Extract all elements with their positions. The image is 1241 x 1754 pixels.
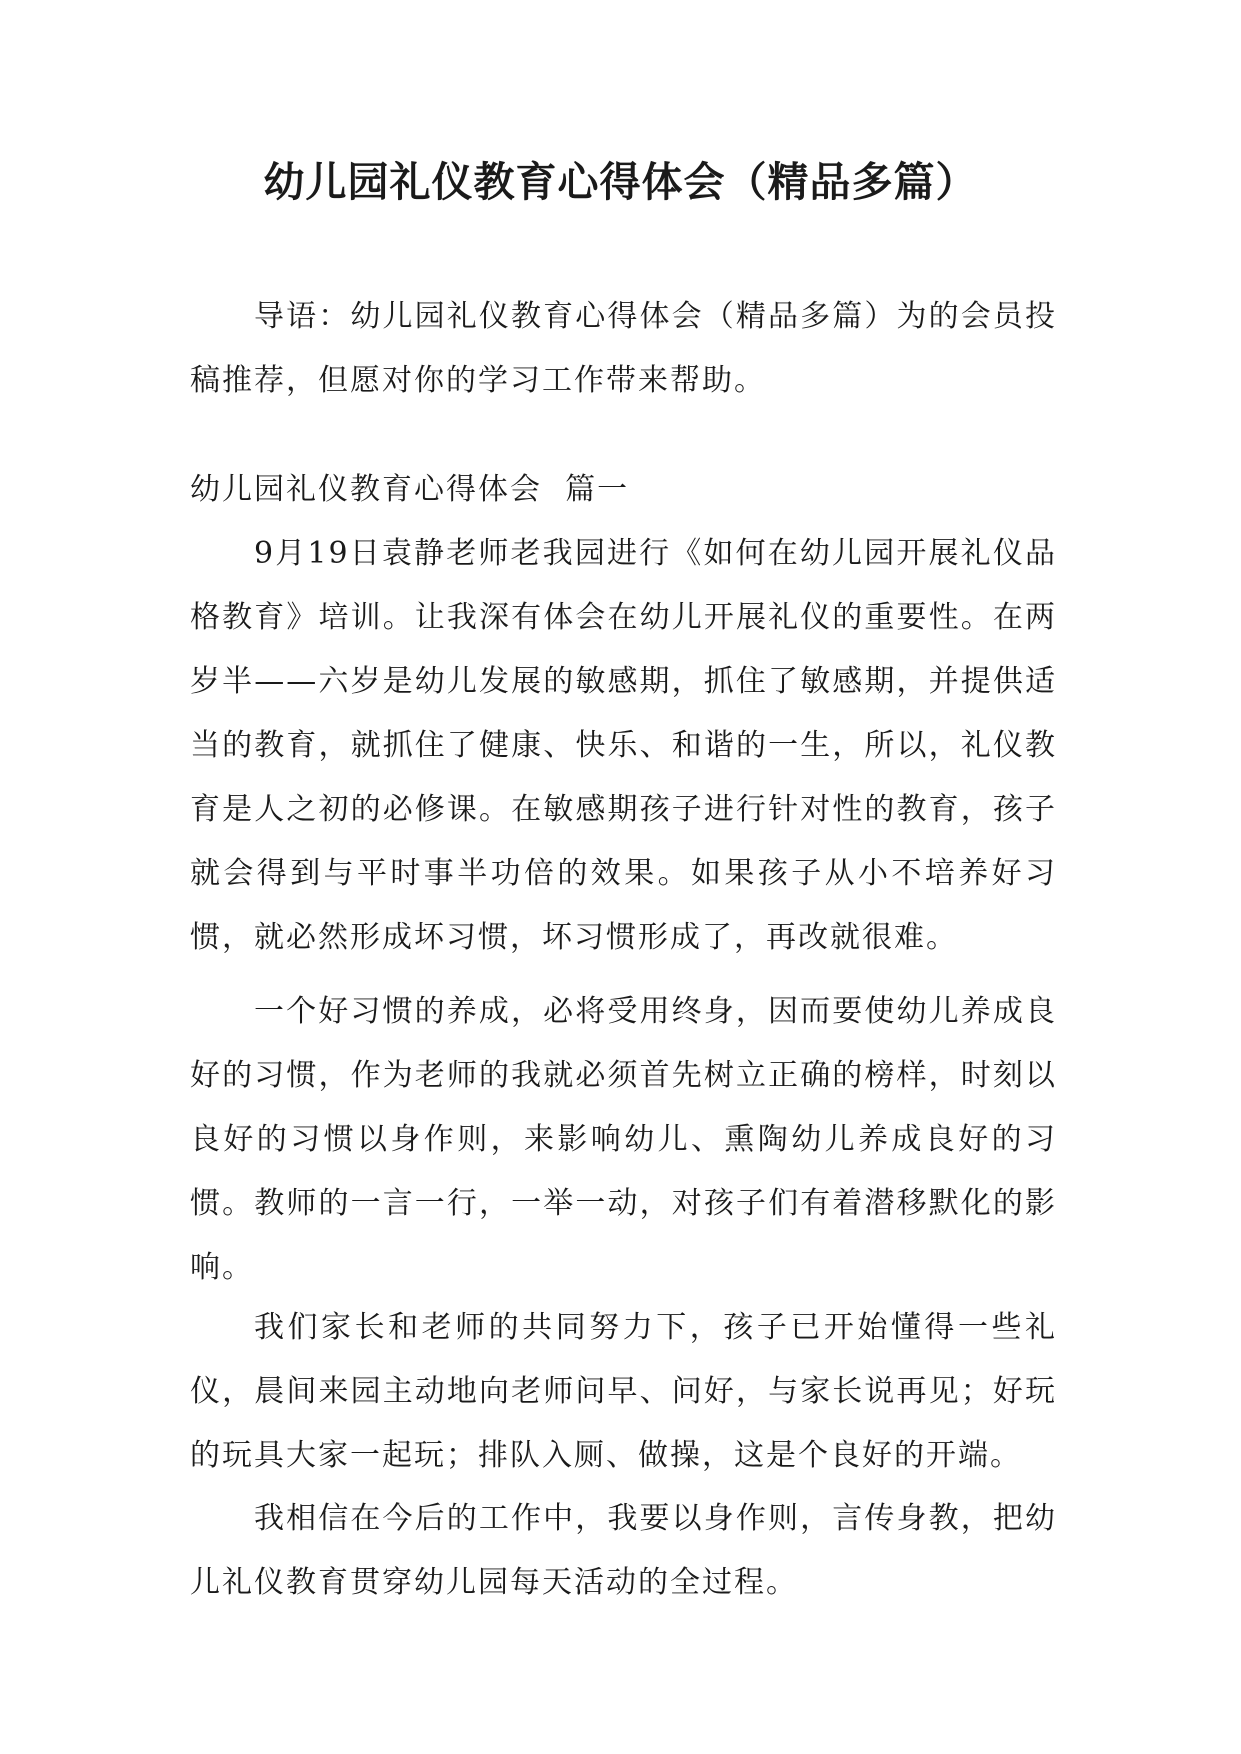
body-paragraph-2: 一个好习惯的养成，必将受用终身，因而要使幼儿养成良好的习惯，作为老师的我就必须首先树立正确的榜样，时刻以良好的习惯以身作则，来影响幼儿、熏陶幼儿养成良好的习惯。教师的一言一行，一举一动，对孩子们有着潜移默化的影响。 — [190, 994, 1057, 1285]
document-title: 幼儿园礼仪教育心得体会（精品多篇） — [263, 158, 978, 206]
intro-paragraph: 导语：幼儿园礼仪教育心得体会（精品多篇）为的会员投稿推荐，但愿对你的学习工作带来帮助。 — [190, 299, 1057, 398]
body-paragraph-1: 9月19日袁静老师老我园进行《如何在幼儿园开展礼仪品格教育》培训。让我深有体会在幼儿开展礼仪的重要性。在两岁半——六岁是幼儿发展的敏感期，抓住了敏感期，并提供适当的教育，就抓住了健康、快乐、和谐的一生，所以，礼仪教育是人之初的必修课。在敏感期孩子进行针对性的教育，孩子就会得到与平时事半功倍的效果。如果孩子从小不培养好习惯，就必然形成坏习惯，坏习惯形成了，再改就很难。 — [190, 536, 1057, 955]
body-paragraph-3: 我们家长和老师的共同努力下，孩子已开始懂得一些礼仪，晨间来园主动地向老师问早、问好，与家长说再见；好玩的玩具大家一起玩；排队入厕、做操，这是个良好的开端。 — [190, 1310, 1057, 1473]
section-heading: 幼儿园礼仪教育心得体会 篇一 — [190, 472, 630, 507]
body-paragraph-4: 我相信在今后的工作中，我要以身作则，言传身教，把幼儿礼仪教育贯穿幼儿园每天活动的全过程。 — [190, 1501, 1057, 1600]
